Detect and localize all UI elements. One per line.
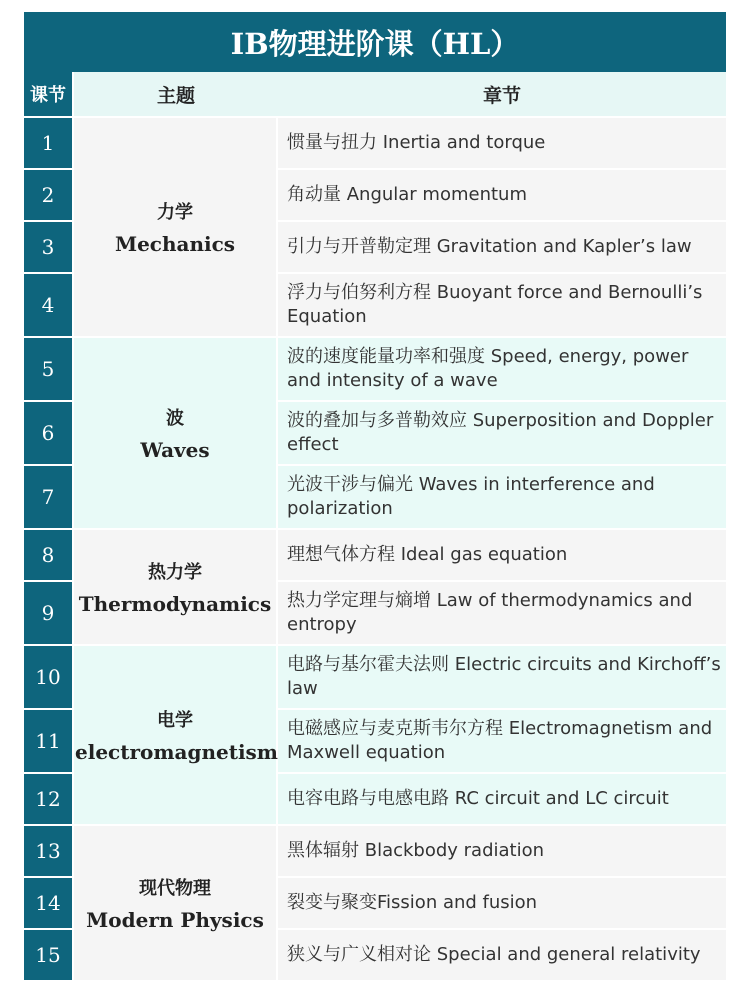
chapter-cell: 波的叠加与多普勒效应 Superposition and Doppler effect	[278, 402, 726, 466]
chapter-cell: 狭义与广义相对论 Special and general relativity	[278, 930, 726, 982]
group-waves	[24, 338, 726, 530]
chapter-cell: 惯量与扭力 Inertia and torque	[278, 118, 726, 170]
topic-en: Waves	[140, 438, 210, 462]
lesson-number: 6	[24, 402, 74, 466]
group-mechanics	[24, 118, 726, 338]
lesson-number: 3	[24, 222, 74, 274]
page-title: IB物理进阶课（HL）	[230, 26, 520, 61]
header-chapter: 章节	[278, 72, 726, 118]
course-table	[24, 72, 726, 982]
topic-cell	[74, 530, 278, 646]
lesson-number: 9	[24, 582, 74, 646]
topic-en: Mechanics	[114, 232, 236, 256]
header-lesson-number: 课节	[24, 72, 74, 118]
topic-zh: 热力学	[148, 562, 202, 583]
chapter-cell: 热力学定理与熵增 Law of thermodynamics and entropy	[278, 582, 726, 646]
title-banner	[24, 12, 726, 72]
lesson-number: 8	[24, 530, 74, 582]
chapter-cell: 引力与开普勒定理 Gravitation and Kapler’s law	[278, 222, 726, 274]
lesson-number: 12	[24, 774, 74, 826]
table-row	[24, 646, 726, 710]
topic-en: Modern Physics	[86, 908, 264, 932]
course-table-container	[24, 12, 726, 982]
topic-cell	[74, 826, 278, 982]
chapter-cell: 黑体辐射 Blackbody radiation	[278, 826, 726, 878]
lesson-number: 2	[24, 170, 74, 222]
topic-cell	[74, 338, 278, 530]
topic-zh: 波	[166, 408, 184, 429]
group-thermodynamics	[24, 530, 726, 646]
lesson-number: 1	[24, 118, 74, 170]
lesson-number: 11	[24, 710, 74, 774]
lesson-number: 13	[24, 826, 74, 878]
lesson-number: 15	[24, 930, 74, 982]
lesson-number: 5	[24, 338, 74, 402]
topic-zh: 现代物理	[139, 878, 211, 899]
table-row	[24, 118, 726, 170]
table-header-row	[24, 72, 726, 118]
lesson-number: 14	[24, 878, 74, 930]
chapter-cell: 电路与基尔霍夫法则 Electric circuits and Kirchoff’s law	[278, 646, 726, 710]
lesson-number: 10	[24, 646, 74, 710]
chapter-cell: 电磁感应与麦克斯韦尔方程 Electromagnetism and Maxwell equation	[278, 710, 726, 774]
topic-zh: 力学	[157, 202, 193, 223]
group-modern-physics	[24, 826, 726, 982]
group-electromagnetism	[24, 646, 726, 826]
chapter-cell: 波的速度能量功率和强度 Speed, energy, power and intensity of a wave	[278, 338, 726, 402]
topic-cell	[74, 646, 278, 826]
topic-en: electromagnetism	[75, 740, 278, 764]
chapter-cell: 光波干涉与偏光 Waves in interference and polarization	[278, 466, 726, 530]
table-row	[24, 530, 726, 582]
topic-zh: 电学	[157, 710, 193, 731]
topic-cell	[74, 118, 278, 338]
chapter-cell: 电容电路与电感电路 RC circuit and LC circuit	[278, 774, 726, 826]
topic-en: Thermodynamics	[78, 592, 272, 616]
lesson-number: 7	[24, 466, 74, 530]
header-topic: 主题	[74, 72, 278, 118]
chapter-cell: 浮力与伯努利方程 Buoyant force and Bernoulli’s Equation	[278, 274, 726, 338]
chapter-cell: 理想气体方程 Ideal gas equation	[278, 530, 726, 582]
table-row	[24, 826, 726, 878]
lesson-number: 4	[24, 274, 74, 338]
table-row	[24, 338, 726, 402]
chapter-cell: 裂变与聚变Fission and fusion	[278, 878, 726, 930]
chapter-cell: 角动量 Angular momentum	[278, 170, 726, 222]
